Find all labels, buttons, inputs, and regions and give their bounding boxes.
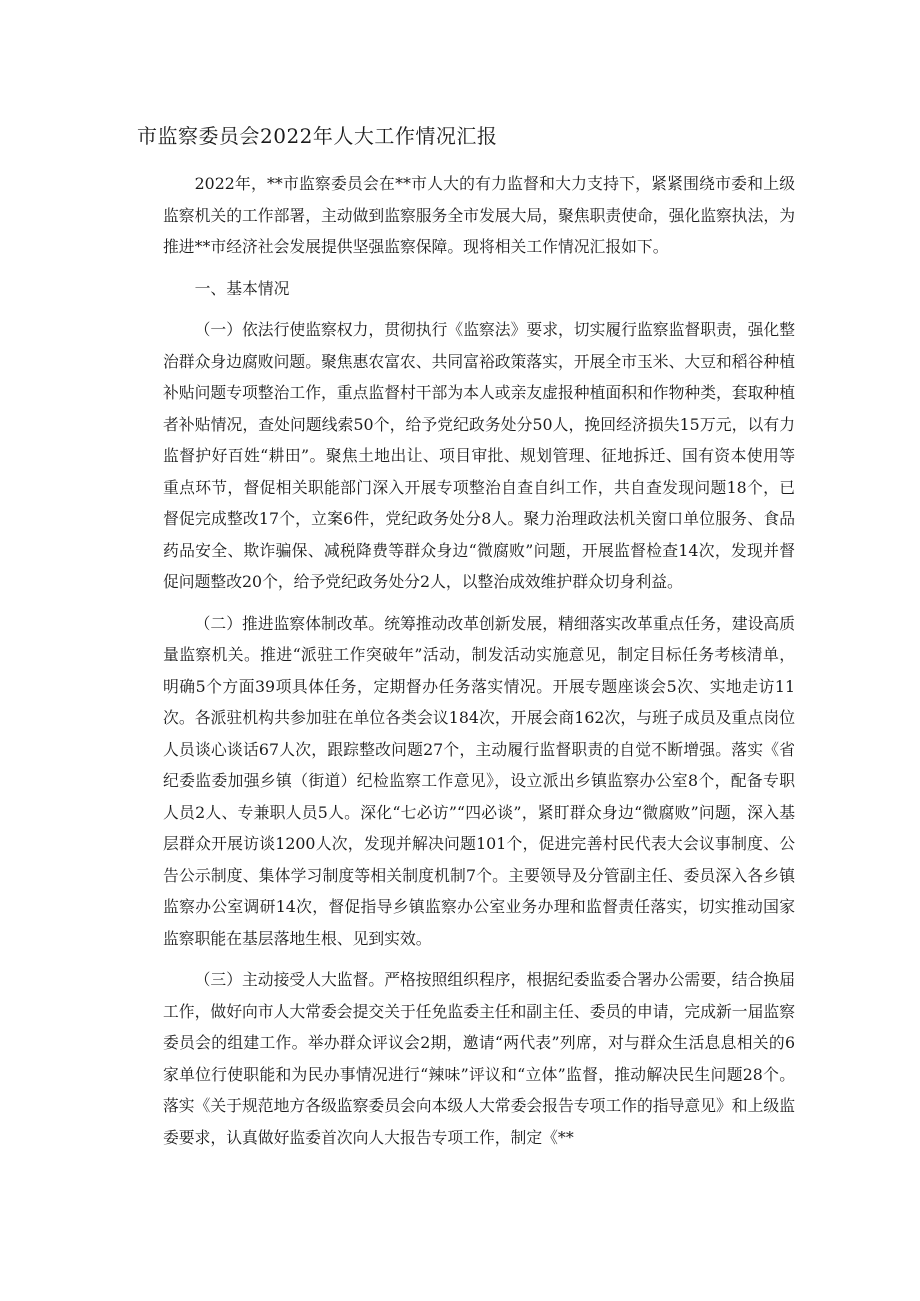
document-body bbox=[163, 168, 795, 1163]
section-heading: 一、基本情况 bbox=[194, 278, 290, 298]
paragraph: （二）推进监察体制改革。统筹推动改革创新发展，精细落实改革重点任务，建设高质量监察机关。推进“派驻工作突破年”活动，制发活动实施意见，制定目标任务考核清单，明确5个方面39项具体任务，定期督办任务落实情况。开展专题座谈会5次、实地走访11次。各派驻机构共参加驻在单位各类会议184次，开展会商162次，与班子成员及重点岗位人员谈心谈话67人次，跟踪整改问题27个，主动履行监督职责的自觉不断增强。落实《省纪委监委加强乡镇（街道）纪检监察工作意见》，设立派出乡镇监察办公室8个，配备专职人员2人、专兼职人员5人。深化“七必访”“四必谈”，紧盯群众身边“微腐败”问题，深入基层群众开展访谈1200人次，发现并解决问题101个，促进完善村民代表大会议事制度、公告公示制度、集体学习制度等相关制度机制7个。主要领导及分管副主任、委员深入各乡镇监察办公室调研14次，督促指导乡镇监察办公室业务办理和监督责任落实，切实推动国家监察职能在基层落地生根、见到实效。 bbox=[163, 613, 795, 948]
paragraph: （三）主动接受人大监督。严格按照组织程序，根据纪委监委合署办公需要，结合换届工作，做好向市人大常委会提交关于任免监委主任和副主任、委员的申请，完成新一届监察委员会的组建工作。举办群众评议会2期，邀请“两代表”列席，对与群众生活息息相关的6家单位行使职能和为民办事情况进行“辣味”评议和“立体”监督，推动解决民生问题28个。落实《关于规范地方各级监察委员会向本级人大常委会报告专项工作的指导意见》和上级监委要求，认真做好监委首次向人大报告专项工作，制定《** bbox=[163, 970, 795, 1147]
document-title: 市监察委员会2022年人大工作情况汇报 bbox=[137, 124, 498, 148]
intro-paragraph: 2022年，**市监察委员会在**市人大的有力监督和大力支持下，紧紧围绕市委和上级监察机关的工作部署，主动做到监察服务全市发展大局，聚焦职责使命，强化监察执法，为推进**市经济社会发展提供坚强监察保障。现将相关工作情况汇报如下。 bbox=[163, 174, 795, 256]
paragraph: （一）依法行使监察权力，贯彻执行《监察法》要求，切实履行监察监督职责，强化整治群众身边腐败问题。聚焦惠农富农、共同富裕政策落实，开展全市玉米、大豆和稻谷种植补贴问题专项整治工作，重点监督村干部为本人或亲友虚报种植面积和作物种类，套取种植者补贴情况，查处问题线索50个，给予党纪政务处分50人，挽回经济损失15万元，以有力监督护好百姓“耕田”。聚焦土地出让、项目审批、规划管理、征地拆迁、国有资本使用等重点环节，督促相关职能部门深入开展专项整治自查自纠工作，共自查发现问题18个，已督促完成整改17个，立案6件，党纪政务处分8人。聚力治理政法机关窗口单位服务、食品药品安全、欺诈骗保、减税降费等群众身边“微腐败”问题，开展监督检查14次，发现并督促问题整改20个，给予党纪政务处分2人，以整治成效维护群众切身利益。 bbox=[163, 320, 795, 591]
